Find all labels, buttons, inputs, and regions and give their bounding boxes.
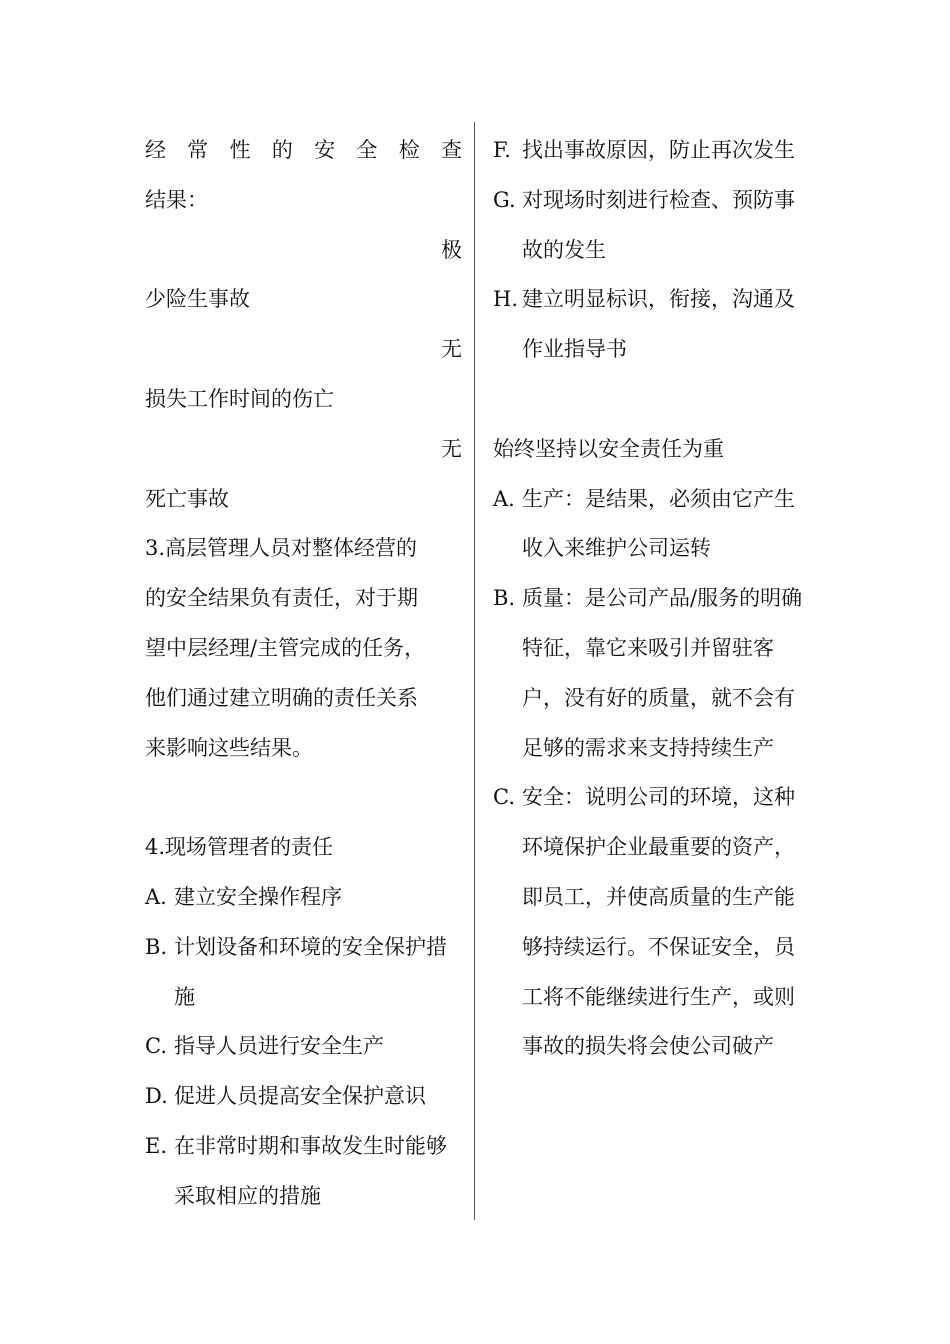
para-3-line: 3.高层管理人员对整体经营的 (145, 536, 418, 561)
heading-char: 查 (440, 138, 462, 162)
list-item (145, 873, 462, 923)
heading-char: 检 (398, 138, 420, 162)
heading-char: 全 (356, 138, 378, 162)
list-item (145, 1122, 462, 1222)
item-marker: C. (493, 785, 515, 810)
result-1-lead: 极 (441, 237, 462, 262)
item-marker: F. (493, 138, 511, 162)
item-text: 安全：说明公司的环境，这种环境保护企业最重要的资产，即员工，并使高质量的生产能够持续运行。不保证安全，员工将不能继续进行生产，或则事故的损失将会使公司破产 (522, 785, 795, 1059)
item-marker: A. (493, 486, 515, 511)
result-3-text: 死亡事故 (145, 486, 229, 511)
item-marker: B. (493, 586, 516, 611)
section-4-title: 4.现场管理者的责任 (145, 835, 334, 860)
item-text: 生产：是结果，必须由它产生收入来维护公司运转 (522, 486, 795, 561)
result-3-lead: 无 (441, 436, 462, 461)
principle-title: 始终坚持以安全责任为重 (493, 436, 724, 461)
item-marker: G. (493, 187, 516, 212)
para-3-line: 来影响这些结果。 (145, 735, 313, 760)
left-column (145, 126, 462, 1222)
list-item (493, 275, 809, 375)
heading-char: 性 (229, 138, 251, 162)
safety-check-heading (145, 126, 462, 176)
blank-line (493, 375, 809, 425)
list-item (145, 1022, 462, 1072)
para-3-line: 的安全结果负有责任，对于期 (145, 586, 418, 611)
blank-line (145, 773, 462, 823)
item-text: 对现场时刻进行检查、预防事故的发生 (522, 187, 795, 262)
heading-char: 安 (314, 138, 336, 162)
item-text: 指导人员进行安全生产 (174, 1034, 384, 1059)
para-3-line: 他们通过建立明确的责任关系 (145, 685, 418, 710)
item-text: 质量：是公司产品/服务的明确特征，靠它来吸引并留驻客户，没有好的质量，就不会有足够的需求来支持持续生产 (522, 586, 803, 760)
item-text: 在非常时期和事故发生时能够采取相应的措施 (174, 1133, 447, 1208)
result-1-text: 少险生事故 (145, 287, 250, 312)
list-item (493, 126, 809, 176)
result-2-lead: 无 (441, 337, 462, 362)
heading-char: 的 (271, 138, 293, 162)
item-marker: E. (145, 1133, 168, 1158)
item-marker: A. (145, 884, 167, 909)
item-text: 建立安全操作程序 (174, 884, 342, 909)
list-item (493, 574, 809, 773)
list-item (145, 923, 462, 1023)
item-text: 计划设备和环境的安全保护措施 (174, 934, 447, 1009)
item-text: 找出事故原因，防止再次发生 (522, 138, 795, 162)
result-2-text: 损失工作时间的伤亡 (145, 386, 334, 411)
heading-char: 常 (187, 138, 209, 162)
list-item (145, 1072, 462, 1122)
list-item (493, 176, 809, 276)
safety-check-heading-cont: 结果： (145, 187, 208, 212)
item-text: 建立明显标识，衔接，沟通及作业指导书 (522, 287, 795, 362)
list-item (493, 475, 809, 575)
item-text: 促进人员提高安全保护意识 (174, 1084, 426, 1109)
heading-char: 经 (145, 138, 166, 162)
item-marker: H. (493, 287, 518, 312)
item-marker: D. (145, 1084, 168, 1109)
list-item (493, 773, 809, 1072)
para-3-line: 望中层经理/主管完成的任务， (145, 635, 426, 660)
column-divider (474, 122, 475, 1220)
right-column (493, 126, 809, 1072)
item-marker: C. (145, 1034, 167, 1059)
item-marker: B. (145, 934, 168, 959)
